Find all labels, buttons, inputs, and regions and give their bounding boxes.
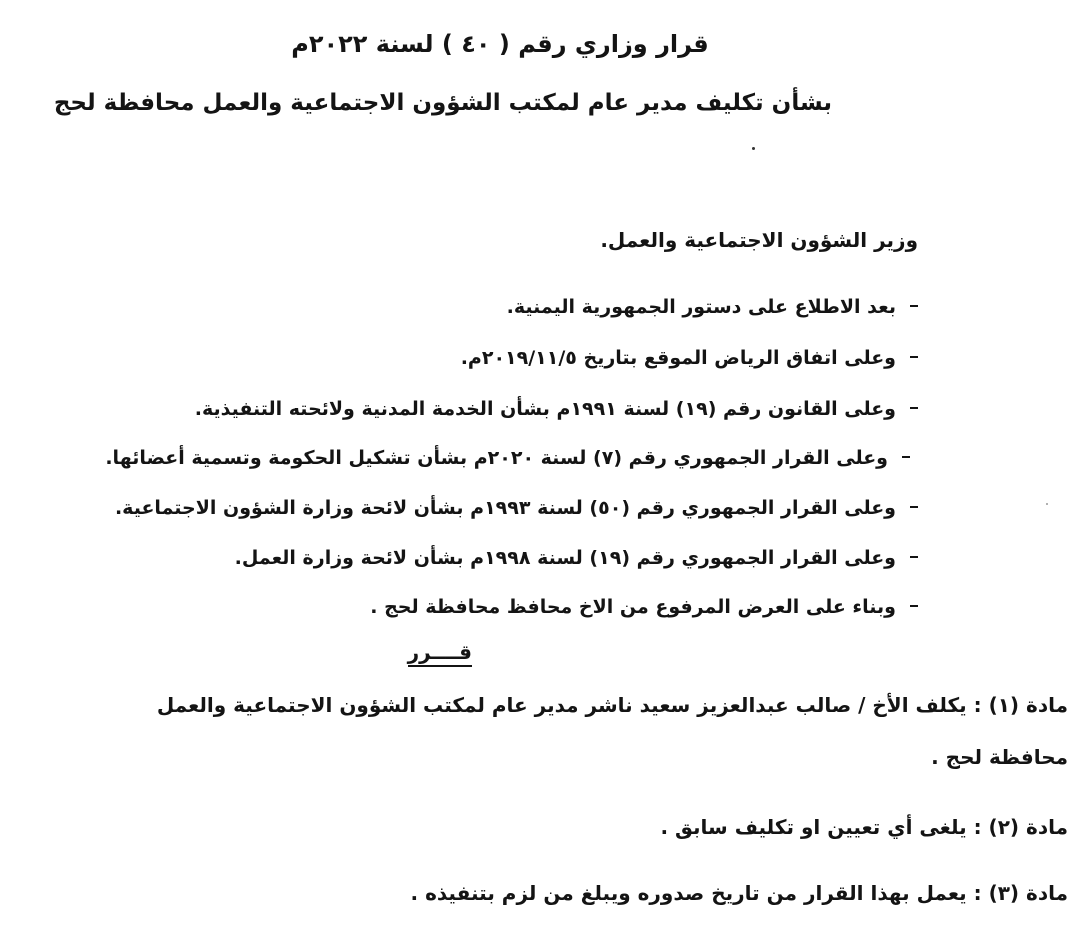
preamble-item: وعلى القانون رقم (١٩) لسنة ١٩٩١م بشأن الخدمة المدنية ولائحته التنفيذية. — [195, 398, 918, 420]
preamble-item: وعلى القرار الجمهوري رقم (٧) لسنة ٢٠٢٠م بشأن تشكيل الحكومة وتسمية أعضائها. — [105, 447, 910, 469]
decision-heading: قــــرر — [408, 640, 472, 667]
article-3: مادة (٣) : يعمل بهذا القرار من تاريخ صدوره ويبلغ من لزم بتنفيذه . — [410, 881, 1068, 905]
dash-bullet — [910, 556, 918, 558]
preamble-item: وبناء على العرض المرفوع من الاخ محافظ محافظة لحج . — [370, 596, 918, 618]
article-1-continued: محافظة لحج . — [931, 745, 1068, 769]
preamble-item: بعد الاطلاع على دستور الجمهورية اليمنية. — [507, 296, 918, 318]
dash-bullet — [910, 305, 918, 307]
decree-title: قرار وزاري رقم ( ٤٠ ) لسنة ٢٠٢٢م — [291, 30, 709, 58]
scan-speck — [752, 147, 755, 150]
dash-bullet — [910, 605, 918, 607]
dash-bullet — [902, 456, 910, 458]
preamble-item: وعلى القرار الجمهوري رقم (٥٠) لسنة ١٩٩٣م بشأن لائحة وزارة الشؤون الاجتماعية. — [115, 497, 918, 519]
article-1: مادة (١) : يكلف الأخ / صالب عبدالعزيز سعيد ناشر مدير عام لمكتب الشؤون الاجتماعية والعمل — [156, 693, 1068, 717]
preamble-item: وعلى اتفاق الرياض الموقع بتاريخ ٢٠١٩/١١/٥م. — [461, 347, 918, 369]
article-2: مادة (٢) : يلغى أي تعيين او تكليف سابق . — [660, 815, 1068, 839]
dash-bullet — [910, 506, 918, 508]
dash-bullet — [910, 407, 918, 409]
minister-heading: وزير الشؤون الاجتماعية والعمل. — [600, 228, 918, 252]
scan-speck — [1046, 503, 1048, 505]
dash-bullet — [910, 356, 918, 358]
preamble-item: وعلى القرار الجمهوري رقم (١٩) لسنة ١٩٩٨م بشأن لائحة وزارة العمل. — [235, 547, 918, 569]
decree-subtitle: بشأن تكليف مدير عام لمكتب الشؤون الاجتماعية والعمل محافظة لحج — [53, 90, 832, 116]
